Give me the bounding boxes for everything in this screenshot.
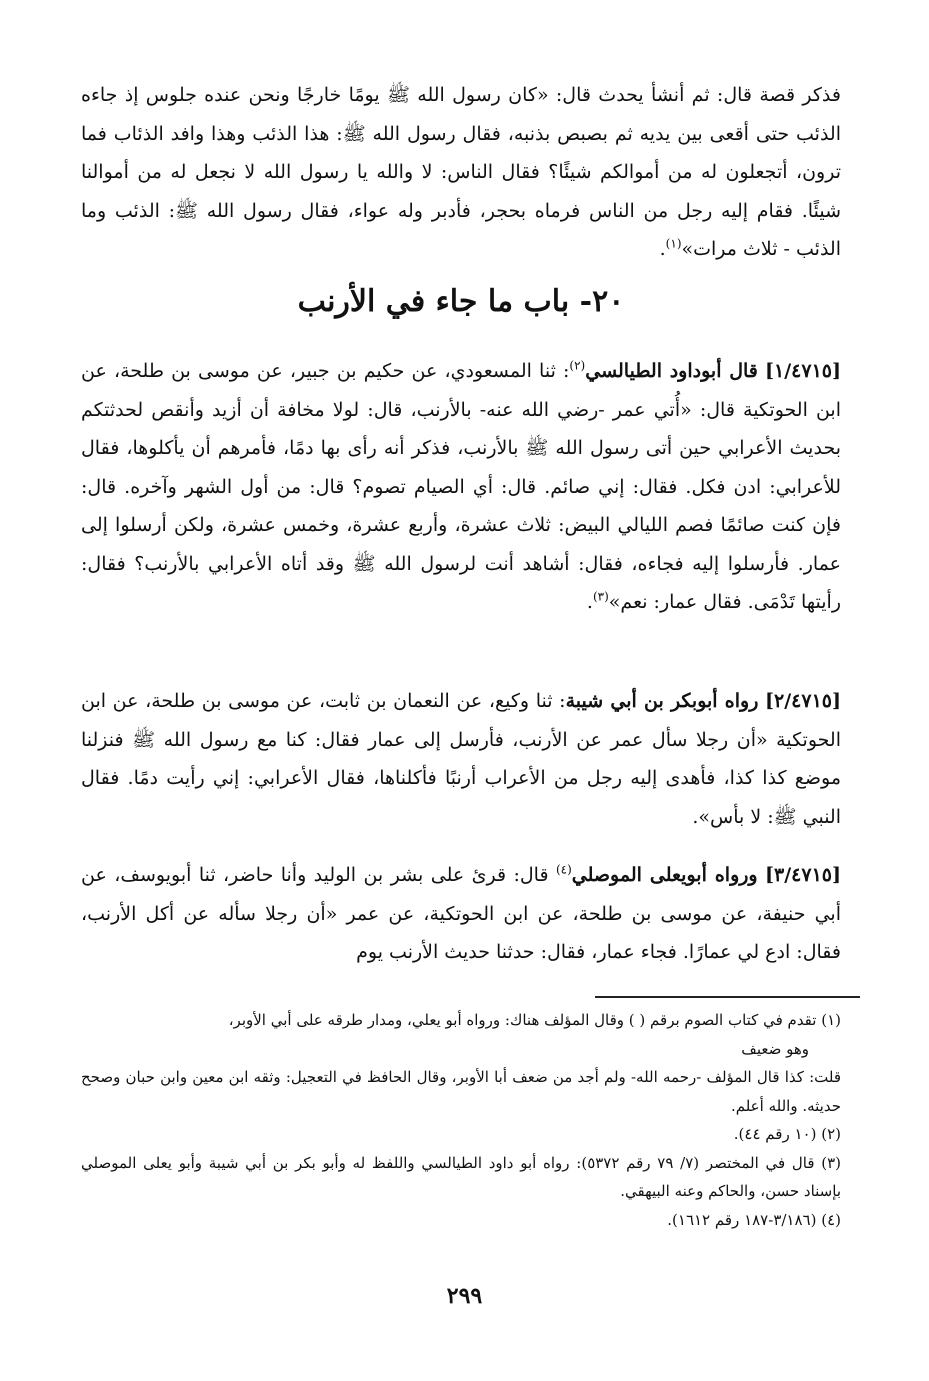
hadith-source: رواه أبوبكر بن أبي شيبة — [565, 690, 759, 712]
intro-paragraph — [81, 76, 841, 269]
hadith-reference-number: [٣/٤٧١٥] — [765, 864, 841, 886]
footnote-marker: (٣) — [592, 589, 609, 604]
footnote-marker: (٢) — [569, 358, 586, 373]
footnote-marker: (١) — [665, 236, 682, 251]
hadith-text: : ثنا وكيع، عن النعمان بن ثابت، عن موسى بن طلحة، عن ابن الحوتكية «أن رجلا سأل عمر عن الأرنب، فأرسل إلى عمار فقال: كنا مع رسول الله ﷺ فنزلنا موضع كذا كذا، فأهدى إليه رجل من الأعراب أرنبًا فأكلناها، فقال الأعرابي: إني رأيت دمًا. فقال النبي ﷺ: لا بأس». — [81, 690, 841, 828]
footnote-marker: (٤) — [555, 862, 572, 877]
hadith-source: ورواه أبويعلى الموصلي — [571, 864, 758, 886]
hadith-reference-number: [١/٤٧١٥] — [765, 360, 841, 382]
page-number: ٢٩٩ — [446, 1283, 483, 1309]
footnote-note: قلت: كذا قال المؤلف -رحمه الله- ولم أجد من ضعف أبا الأوبر، وقال الحافظ في التعجيل: وثقه ابن معين وابن حبان وصحح حديثه. والله أعلم. — [81, 1068, 841, 1115]
chapter-heading: ٢٠- باب ما جاء في الأرنب — [297, 284, 625, 319]
intro-end: . — [659, 238, 666, 260]
intro-text: فذكر قصة قال: ثم أنشأ يحدث قال: «كان رسول الله ﷺ يومًا خارجًا ونحن عنده جلوس إذ جاءه الذئب حتى أقعى بين يديه ثم بصبص بذنبه، فقال رسول الله ﷺ: هذا الذئب وهذا وافد الذئاب فما ترون، أتجعلون له من أموالكم شيئًا؟ فقال الناس: لا والله يا رسول الله لا نجعل له من أموالنا شيئًا. فقام إليه رجل من الناس فرماه بحجر، فأدبر وله عواء، فقال رسول الله ﷺ: الذئب وما الذئب - ثلاث مرات» — [81, 84, 841, 260]
hadith-reference-number: [٢/٤٧١٥] — [765, 690, 841, 712]
footnote-continuation: وهو ضعيف — [741, 1039, 809, 1058]
hadith-text: : ثنا المسعودي، عن حكيم بن جبير، عن موسى بن طلحة، عن ابن الحوتكية قال: «أُتي عمر -رضي الله عنه- بالأرنب، قال: لولا مخافة أن أزيد وأنقص لحدثتكم بحديث الأعرابي حين أتى رسول الله ﷺ بالأرنب، فذكر أنه رأى بها دمًا، فأمرهم أن يأكلوها، فقال للأعرابي: ادن فكل. فقال: إني صائم. قال: أي الصيام تصوم؟ قال: من أول الشهر وآخره. قال: فإن كنت صائمًا فصم الليالي البيض: ثلاث عشرة، وأربع عشرة، وخمس عشرة، ولكن أرسلوا إلى عمار. فأرسلوا إليه فجاءه، فقال: أشاهد أنت لرسول الله ﷺ وقد أتاه الأعرابي بالأرنب؟ فقال: رأيتها تَدْمَى. فقال عمار: نعم» — [81, 360, 841, 613]
hadith-paragraph — [81, 856, 841, 972]
hadith-paragraph — [81, 682, 841, 836]
footnote: (٣) قال في المختصر (٧/ ٧٩ رقم ٥٣٧٢): رواه أبو داود الطيالسي واللفظ له وأبو بكر بن أبي شيبة وأبو يعلى الموصلي بإسناد حسن، والحاكم وعنه البيهقي. — [81, 1153, 841, 1200]
hadith-paragraph — [81, 352, 841, 622]
footnote: (٤) (٣/١٨٦-١٨٧ رقم ١٦١٢). — [667, 1210, 841, 1229]
footnote-separator — [595, 996, 860, 998]
hadith-text: قال: قرئ على بشر بن الوليد وأنا حاضر، ثنا أبويوسف، عن أبي حنيفة، عن موسى بن طلحة، عن ابن الحوتكية، عن عمر «أن رجلا سأله عن أكل الأرنب، فقال: ادع لي عمارًا. فجاء عمار، فقال: حدثنا حديث الأرنب يوم — [81, 864, 841, 963]
footnotes-section — [81, 1006, 841, 1234]
hadith-end: . — [586, 591, 593, 613]
hadith-source: قال أبوداود الطيالسي — [585, 360, 758, 382]
footnote: (١) تقدم في كتاب الصوم برقم ( ) وقال المؤلف هناك: ورواه أبو يعلي، ومدار طرقه على أبي الأوبر، — [228, 1011, 841, 1029]
footnote: (٢) (١٠ رقم ٤٤). — [733, 1125, 841, 1143]
